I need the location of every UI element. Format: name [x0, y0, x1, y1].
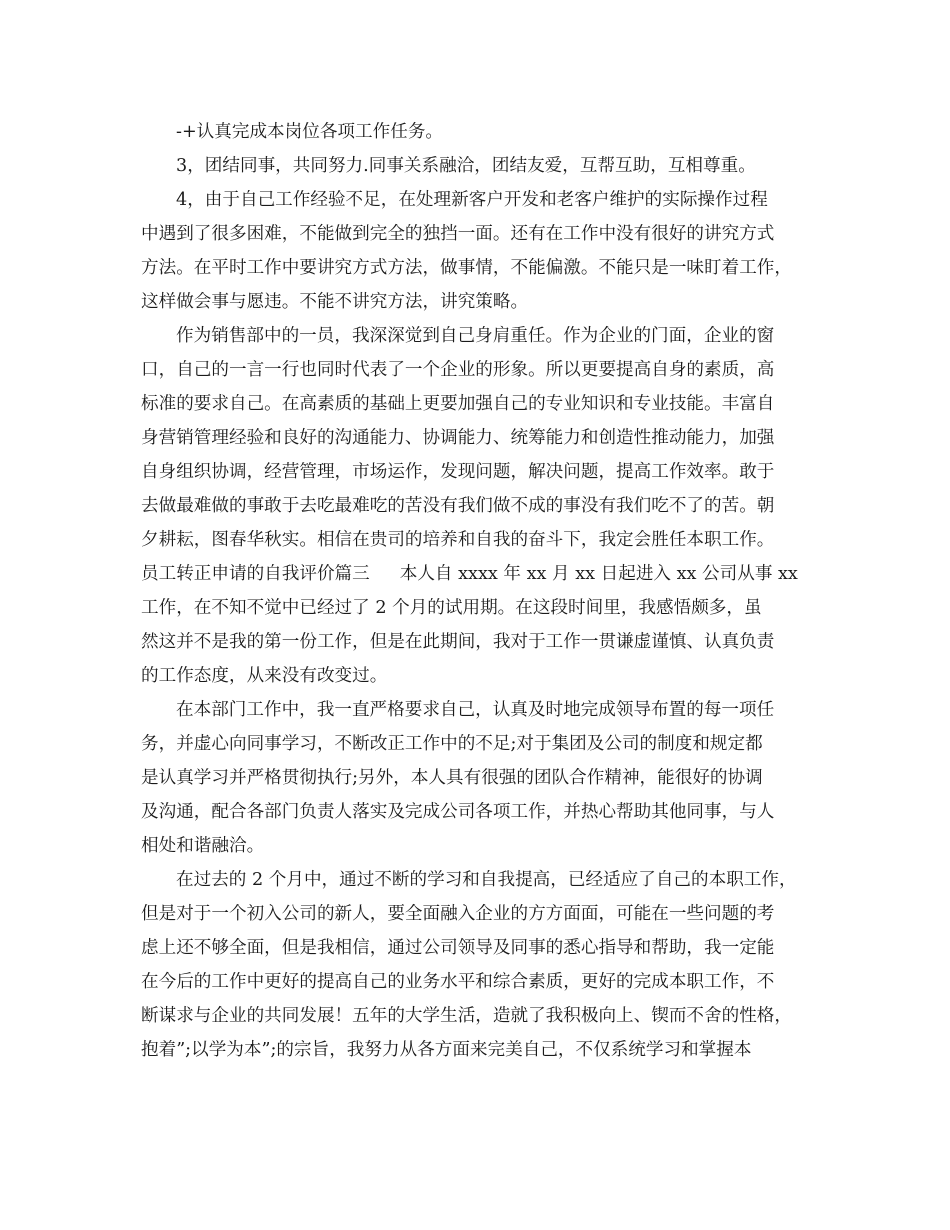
text-line: 去做最难做的事敢于去吃最难吃的苦没有我们做不成的事没有我们吃不了的苦。朝: [141, 496, 775, 516]
text-line: 3，团结同事，共同努力.同事关系融洽，团结友爱，互帮互助，互相尊重。: [176, 156, 756, 176]
text-line: 4，由于自己工作经验不足，在处理新客户开发和老客户维护的实际操作过程: [176, 190, 768, 210]
text-line: 是认真学习并严格贯彻执行;另外，本人具有很强的团队合作精神，能很好的协调: [141, 768, 763, 788]
text-line: 及沟通，配合各部门负责人落实及完成公司各项工作，并热心帮助其他同事，与人: [141, 802, 775, 822]
text-line: 的工作态度，从来没有改变过。: [141, 666, 388, 686]
text-line: 抱着”;以学为本”;的宗旨，我努力从各方面来完美自己，不仅系统学习和掌握本: [141, 1040, 752, 1060]
section-heading: 员工转正申请的自我评价篇三: [141, 564, 370, 584]
text-line: 方法。在平时工作中要讲究方式方法，做事情，不能偏激。不能只是一味盯着工作，: [141, 258, 792, 278]
text-line: 这样做会事与愿违。不能不讲究方法，讲究策略。: [141, 292, 529, 312]
text-line: 在过去的 2 个月中，通过不断的学习和自我提高，已经适应了自己的本职工作，: [176, 870, 797, 890]
text-line: 在本部门工作中，我一直严格要求自己，认真及时地完成领导布置的每一项任: [176, 700, 775, 720]
text-line: 然这并不是我的第一份工作，但是在此期间，我对于工作一贯谦虚谨慎、认真负责: [141, 632, 775, 652]
text-line: 工作，在不知不觉中已经过了 2 个月的试用期。在这段时间里，我感悟颇多，虽: [141, 598, 762, 618]
text-line: 相处和谐融洽。: [141, 836, 265, 856]
text-line: 在今后的工作中更好的提高自己的业务水平和综合素质，更好的完成本职工作，不: [141, 972, 775, 992]
text-line: -+认真完成本岗位各项工作任务。: [176, 122, 444, 142]
text-line: 自身组织协调，经营管理，市场运作，发现问题，解决问题，提高工作效率。敢于: [141, 462, 775, 482]
text-line: 口，自己的一言一行也同时代表了一个企业的形象。所以更要提高自身的素质，高: [141, 360, 775, 380]
section-heading-tail: 本人自 xxxx 年 xx 月 xx 日起进入 xx 公司从事 xx: [399, 564, 798, 584]
text-line: 作为销售部中的一员，我深深觉到自己身肩重任。作为企业的门面，企业的窗: [176, 326, 775, 346]
text-line: 虑上还不够全面，但是我相信，通过公司领导及同事的悉心指导和帮助，我一定能: [141, 938, 775, 958]
text-line: 标准的要求自己。在高素质的基础上更要加强自己的专业知识和专业技能。丰富自: [141, 394, 775, 414]
text-line: 断谋求与企业的共同发展！五年的大学生活，造就了我积极向上、锲而不舍的性格，: [141, 1006, 792, 1026]
section-heading-line: [141, 557, 820, 591]
text-line: 夕耕耘，图春华秋实。相信在贵司的培养和自我的奋斗下，我定会胜任本职工作。: [141, 530, 775, 550]
text-line: 身营销管理经验和良好的沟通能力、协调能力、统筹能力和创造性推动能力，加强: [141, 428, 775, 448]
text-line: 中遇到了很多困难，不能做到完全的独挡一面。还有在工作中没有很好的讲究方式: [141, 224, 775, 244]
text-line: 但是对于一个初入公司的新人，要全面融入企业的方方面面，可能在一些问题的考: [141, 904, 775, 924]
text-line: 务，并虚心向同事学习，不断改正工作中的不足;对于集团及公司的制度和规定都: [141, 734, 763, 754]
document-body: [141, 115, 820, 1067]
